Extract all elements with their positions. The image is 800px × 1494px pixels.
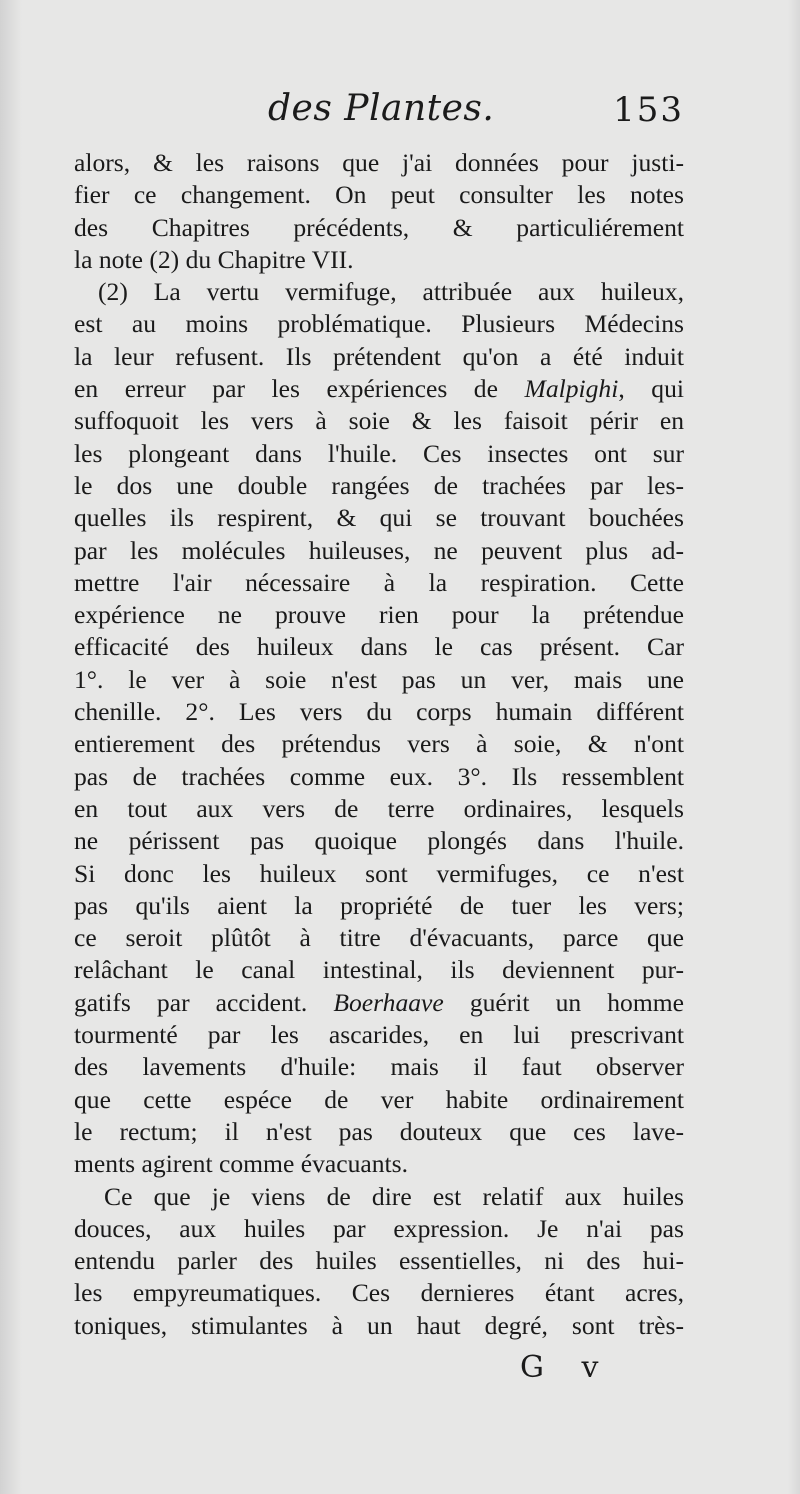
text-line: efficacité des huileux dans le cas présent. Car	[74, 632, 684, 662]
italic-name: Malpighi	[524, 374, 619, 404]
text-line: Si donc les huileux sont vermifuges, ce n'est	[74, 858, 684, 888]
text-line: tourmenté par les ascarides, en lui prescrivant	[74, 1020, 684, 1050]
body-text	[74, 147, 684, 1342]
text-line: ce seroit plûtôt à titre d'évacuants, parce que	[74, 923, 684, 953]
text-line: ne périssent pas quoique plongés dans l'huile.	[74, 826, 684, 856]
italic-name: Boerhaave	[333, 987, 444, 1017]
text-line: relâchant le canal intestinal, ils deviennent pur-	[74, 955, 684, 985]
page-number: 153	[613, 90, 684, 130]
text-line: expérience ne prouve rien pour la prétendue	[74, 600, 684, 630]
text-line: est au moins problématique. Plusieurs Médecins	[74, 309, 684, 339]
text-line: fier ce changement. On peut consulter les notes	[74, 180, 684, 210]
page-header	[0, 88, 800, 138]
text-line: Ce que je viens de dire est relatif aux huiles	[104, 1181, 684, 1211]
text-line: mettre l'air nécessaire à la respiration. Cette	[74, 567, 684, 597]
text-line: en tout aux vers de terre ordinaires, lesquels	[74, 793, 684, 823]
text-line: chenille. 2°. Les vers du corps humain différent	[74, 697, 684, 727]
text-line: alors, & les raisons que j'ai données pour justi-	[74, 148, 684, 177]
text-line: la leur refusent. Ils prétendent qu'on a été induit	[74, 341, 684, 371]
signature-mark: G v	[520, 1350, 613, 1385]
text-line: en erreur par les expériences de Malpighi, qui	[74, 374, 684, 404]
text-line: par les molécules huileuses, ne peuvent plus ad-	[74, 535, 684, 565]
text-line: quelles ils respirent, & qui se trouvant bouchées	[74, 503, 684, 533]
text-line: le rectum; il n'est pas douteux que ces lave-	[74, 1116, 684, 1146]
text-line: des Chapitres précédents, & particuliérement	[74, 212, 684, 242]
text-line: les plongeant dans l'huile. Ces insectes ont sur	[74, 438, 684, 468]
text-line: les empyreumatiques. Ces dernieres étant acres,	[74, 1278, 684, 1308]
text-line: entendu parler des huiles essentielles, ni des hui-	[74, 1246, 684, 1276]
text-line: pas qu'ils aient la propriété de tuer les vers;	[74, 890, 684, 920]
text-line: douces, aux huiles par expression. Je n'ai pas	[74, 1213, 684, 1243]
text-line: le dos une double rangées de trachées par les-	[74, 470, 684, 500]
text-line: (2) La vertu vermifuge, attribuée aux huileux,	[98, 277, 684, 307]
text-line: pas de trachées comme eux. 3°. Ils ressemblent	[74, 761, 684, 791]
text-line: gatifs par accident. Boerhaave guérit un homme	[74, 987, 684, 1017]
text-line: ments agirent comme évacuants.	[74, 1149, 409, 1179]
running-title: des Plantes.	[268, 88, 495, 129]
text-line: suffoquoit les vers à soie & les faisoit périr en	[74, 406, 684, 436]
text-line: la note (2) du Chapitre VII.	[74, 244, 354, 274]
text-line: que cette espéce de ver habite ordinairement	[74, 1084, 684, 1114]
text-line: 1°. le ver à soie n'est pas un ver, mais une	[74, 664, 684, 694]
text-line: des lavements d'huile: mais il faut observer	[74, 1052, 684, 1082]
text-line: toniques, stimulantes à un haut degré, sont très-	[74, 1310, 684, 1340]
text-line: entierement des prétendus vers à soie, & n'ont	[74, 729, 684, 759]
